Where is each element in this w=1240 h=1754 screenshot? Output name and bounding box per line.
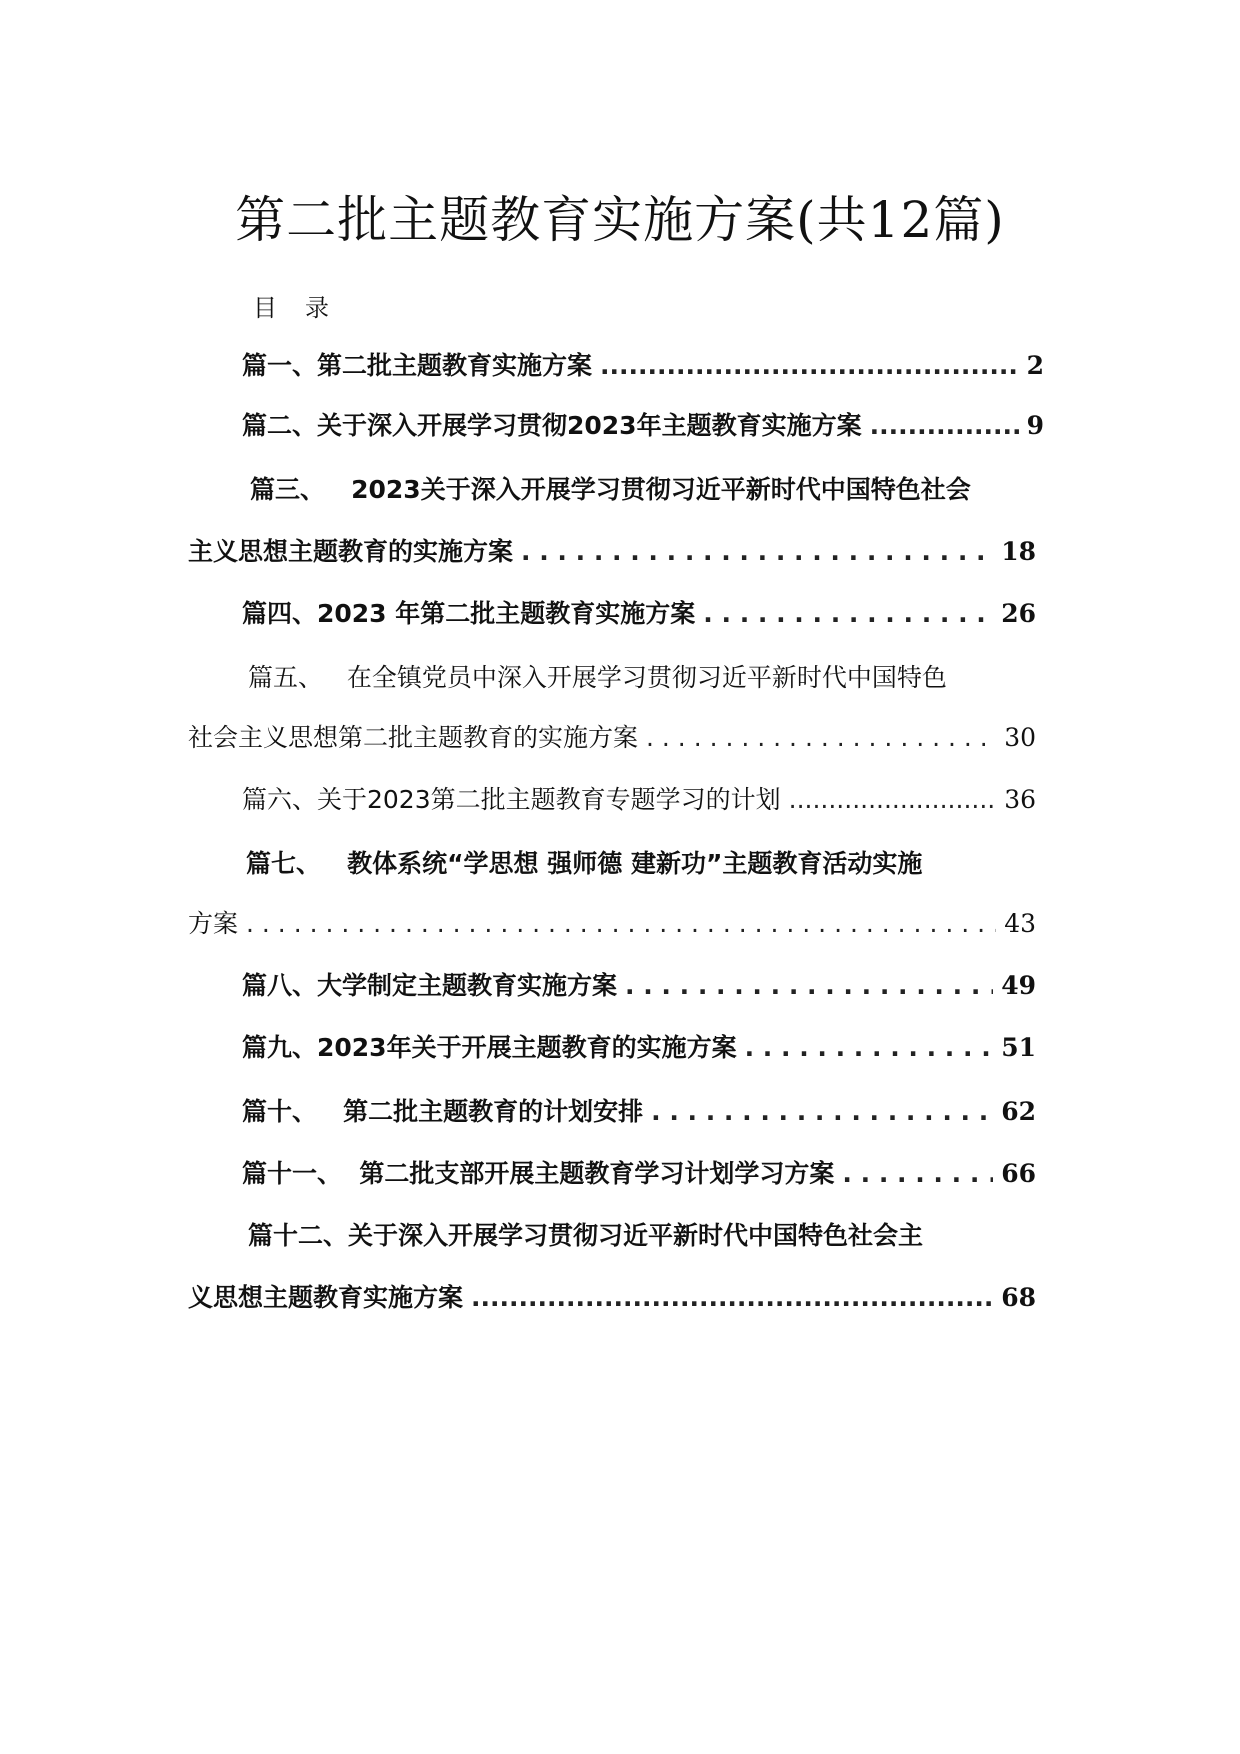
toc-entry-5-line-1[interactable] [248, 660, 1048, 696]
toc-leader [625, 968, 993, 1004]
toc-entry-label: 篇十二、关于深入开展学习贯彻习近平新时代中国特色社会主 [248, 1221, 924, 1250]
toc-page-number: 66 [1001, 1159, 1036, 1188]
toc-leader [703, 596, 993, 632]
toc-leader [870, 408, 1019, 444]
toc-entry-2[interactable] [242, 408, 1044, 444]
toc-page-number: 49 [1001, 971, 1036, 1000]
toc-entry-label: 方案 [188, 909, 239, 938]
toc-entry-label: 篇四、2023 年第二批主题教育实施方案 [242, 599, 696, 628]
toc-entry-label: 篇六、关于2023第二批主题教育专题学习的计划 [242, 785, 781, 814]
toc-page-number: 30 [1004, 723, 1036, 752]
toc-entry-12-line-1[interactable] [248, 1218, 1048, 1254]
toc-entry-8[interactable] [242, 968, 1036, 1004]
toc-page-number: 62 [1001, 1097, 1036, 1126]
toc-page-number: 68 [1001, 1283, 1036, 1312]
toc-page-number: 51 [1001, 1033, 1036, 1062]
toc-page-number: 43 [1004, 909, 1036, 938]
toc-entry-label: 篇七、 教体系统“学思想 强师德 建新功”主题教育活动实施 [246, 849, 923, 878]
toc-leader [600, 348, 1019, 384]
toc-leader [789, 782, 997, 818]
toc-entry-label: 篇十一、 第二批支部开展主题教育学习计划学习方案 [242, 1159, 835, 1188]
toc-entry-5-line-2[interactable] [188, 720, 1036, 756]
toc-entry-label: 主义思想主题教育的实施方案 [188, 537, 514, 566]
toc-entry-10[interactable] [242, 1094, 1036, 1130]
toc-entry-4[interactable] [242, 596, 1036, 632]
toc-entry-label: 篇九、2023年关于开展主题教育的实施方案 [242, 1033, 737, 1062]
toc-leader [745, 1030, 994, 1066]
toc-entry-6[interactable] [242, 782, 1036, 818]
toc-entry-label: 篇一、第二批主题教育实施方案 [242, 351, 593, 380]
toc-entry-label: 义思想主题教育实施方案 [188, 1283, 464, 1312]
toc-entry-11[interactable] [242, 1156, 1036, 1192]
toc-entry-label: 篇三、 2023关于深入开展学习贯彻习近平新时代中国特色社会 [250, 475, 971, 504]
toc-entry-12-line-2[interactable] [188, 1280, 1036, 1316]
toc-page-number: 2 [1026, 351, 1044, 380]
toc-entry-9[interactable] [242, 1030, 1036, 1066]
toc-leader [651, 1094, 993, 1130]
toc-page-number: 26 [1001, 599, 1036, 628]
toc-entry-7-line-1[interactable] [246, 846, 1046, 882]
toc-entry-label: 篇五、 在全镇党员中深入开展学习贯彻习近平新时代中国特色 [248, 663, 947, 692]
toc-entry-label: 篇二、关于深入开展学习贯彻2023年主题教育实施方案 [242, 411, 862, 440]
toc-page-number: 36 [1004, 785, 1036, 814]
toc-entry-3-line-2[interactable] [188, 534, 1036, 570]
toc-page-number: 9 [1026, 411, 1044, 440]
toc-leader [646, 720, 996, 756]
toc-leader [471, 1280, 993, 1316]
toc-leader [842, 1156, 993, 1192]
toc-page-number: 18 [1001, 537, 1036, 566]
toc-entry-label: 篇八、大学制定主题教育实施方案 [242, 971, 618, 1000]
toc-entry-7-line-2[interactable] [188, 906, 1036, 942]
toc-entry-label: 篇十、 第二批主题教育的计划安排 [242, 1097, 644, 1126]
toc-entry-label: 社会主义思想第二批主题教育的实施方案 [188, 723, 639, 752]
toc-entry-3-line-1[interactable] [250, 472, 1050, 508]
toc-leader [246, 906, 996, 942]
document-title: 第二批主题教育实施方案(共12篇) [235, 191, 1005, 249]
toc-entry-1[interactable] [242, 348, 1044, 384]
toc-leader [521, 534, 993, 570]
toc-heading: 目录 [253, 294, 357, 322]
